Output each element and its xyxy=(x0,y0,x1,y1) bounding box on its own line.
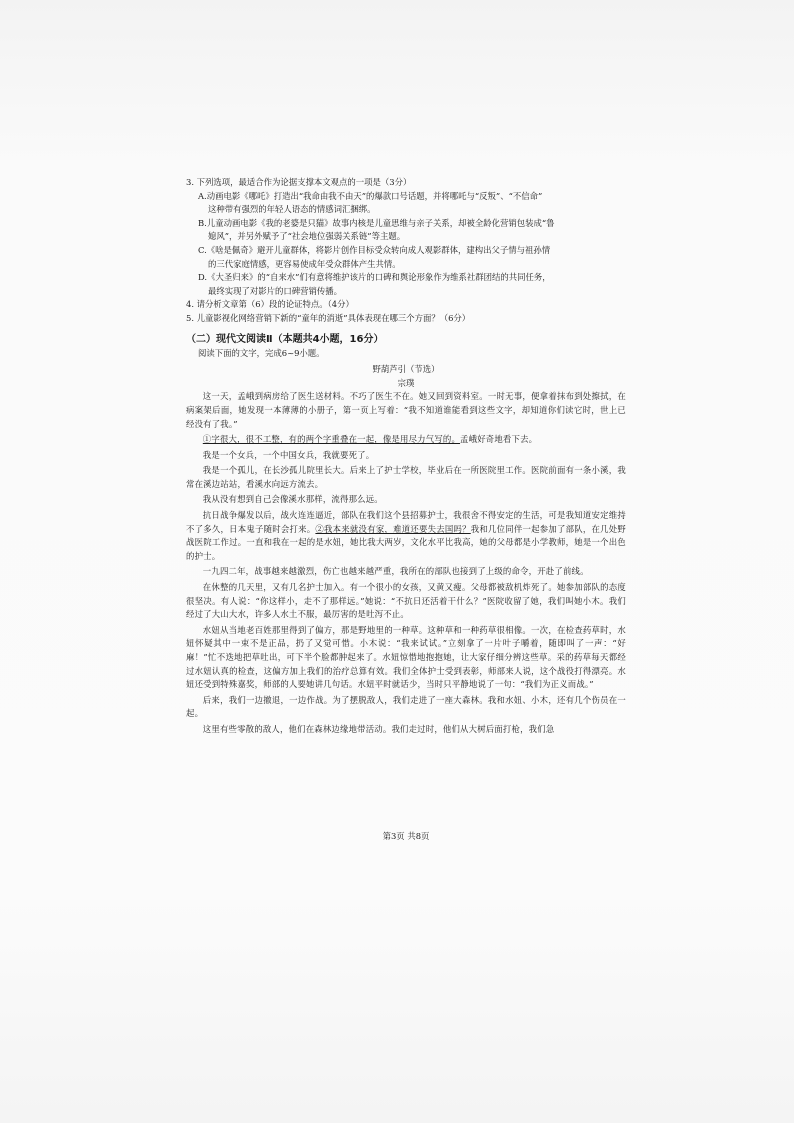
page-footer: 第3页 共8页 xyxy=(382,831,430,841)
passage-paragraph-2 xyxy=(186,433,626,447)
question-3-option-b xyxy=(198,217,626,244)
question-5: 5. 儿童影视化网络营销下新的“童年的消逝”具体表现在哪三个方面？（6分） xyxy=(186,312,471,323)
option-a-text: A.动画电影《哪吒》打造出“我命由我不由天”的爆款口号话题，并将哪吒与“反叛”、“不信命” xyxy=(198,190,543,201)
question-3-stem: 3. 下列选项，最适合作为论据支撑本文观点的一项是（3分） xyxy=(186,177,412,187)
passage-paragraph-11: 这里有些零散的敌人，他们在森林边缘地带活动。我们走过时，他们从大树后面打枪，我们急 xyxy=(202,723,555,734)
passage-paragraph-6 xyxy=(186,509,626,563)
underlined-sentence-2: ②我本来就没有家，难道还要失去国吗？ xyxy=(315,523,471,534)
page-content xyxy=(186,176,626,739)
option-b-text: B.儿童动画电影《我的老婆是只猫》故事内核是儿童思维与亲子关系，却被全龄化营销包装成“鲁 xyxy=(198,217,555,228)
question-4: 4. 请分析文章第（6）段的论证特点。（4分） xyxy=(186,299,354,310)
passage-paragraph-9: 水妞从当地老百姓那里得到了偏方，那是野地里的一种草。这种草和一种药草很相像。一次，在检查药草时，水妞怀疑其中一束不是正品，扔了又觉可惜。小木说：“我来试试。”立刻拿了一片叶子嚼着，随即叫了一声：“好麻！”忙不迭地把草吐出，可下半个脸都肿起来了。水妞惊惜地抱抱她，让大家仔细分辨这些草。采的药草每天都经过水妞认真的检查，这偏方加上我们的治疗总算有效。我们全体护士受到表彰，师部来人说，这个战役打得漂亮。水妞还受到特殊嘉奖，师部的人要她讲几句话。水妞平时就话少，当时只平静地说了一句：“我们为正义而战。” xyxy=(186,624,626,690)
option-a-continued: 这种带有强烈的年轻人语态的情感词汇捆绑。 xyxy=(208,204,376,215)
option-c-text: C.《啥是佩奇》避开儿童群体，将影片创作目标受众转向成人观影群体，建构出父子情与祖孙情 xyxy=(198,244,551,255)
section-heading: （二）现代文阅读Ⅱ（本题共4小题，16分） xyxy=(186,333,384,345)
passage-paragraph-7: 一九四二年，战事越来越激烈，伤亡也越来越严重，我所在的部队也接到了上级的命令，开赴了前线。 xyxy=(202,566,589,577)
paragraph-6-start: 抗日战争爆发以后，战火连连逼近，部队在我们这个县招募护士，我很舍不得安定的生活，可是我知道安定维持不了多久，日本鬼子随时会打来。 xyxy=(186,510,626,534)
option-d-text: D.《大圣归来》的“自来水”们有意将维护该片的口碑和舆论形象作为维系社群团结的共同任务， xyxy=(198,272,551,283)
option-d-continued: 最终实现了对影片的口碑营销传播。 xyxy=(208,285,342,296)
passage-author: 宗璞 xyxy=(397,377,415,388)
section-instruction: 阅读下面的文字，完成6~9小题。 xyxy=(198,347,325,358)
option-b-continued: 媳风”，并另外赋予了“社会地位强弱关系链”等主题。 xyxy=(208,231,406,242)
paragraph-2-rest: 孟峨好奇地看下去。 xyxy=(460,434,538,445)
passage-paragraph-10: 后来，我们一边撤退，一边作战。为了摆脱敌人，我们走进了一座大森林。我和水妞、小木，还有几个伤员在一起。 xyxy=(186,694,626,719)
question-3-option-a xyxy=(198,190,626,217)
option-c-continued: 的三代家庭情感，更容易使成年受众群体产生共情。 xyxy=(208,258,401,269)
question-3-option-d xyxy=(198,271,626,298)
passage-paragraph-3: 我是一个女兵，一个中国女兵，我就要死了。 xyxy=(202,449,375,460)
passage-paragraph-8: 在休整的几天里，又有几名护士加入。有一个很小的女孩，又黄又瘦。父母都被敌机炸死了。她参加部队的态度很坚决。有人说：“你这样小，走不了那样远。”她说：“不抗日还活着干什么？”医院收留了她，我们叫她小木。我们经过了大山大水，许多人水土不服，最厉害的是吐泻不止。 xyxy=(186,582,626,620)
underlined-sentence-1: ①字很大，很不工整，有的两个字重叠在一起，像是用尽力气写的。 xyxy=(202,434,461,445)
paragraph-6-end: 我和几位同伴一起参加了部队，在几处野战医院工作过。一直和我在一起的是水妞，她比我大两岁，文化水平比我高，她的父母都是小学教师，她是一个出色的护士。 xyxy=(186,523,626,561)
passage-paragraph-1: 这一天，孟峨到病房给了医生送材料。不巧了医生不在。她又回到资料室。一时无事，便拿着抹布到处擦拭，在病案架后面，她发现一本薄薄的小册子，第一页上写着：“我不知道谁能看到这些文字，却知道你们读它时，世上已经没有了我。” xyxy=(186,391,626,429)
passage-title: 野葫芦引（节选） xyxy=(372,364,440,375)
passage-paragraph-4: 我是一个孤儿，在长沙孤儿院里长大。后来上了护士学校，毕业后在一所医院里工作。医院前面有一条小溪，我常在溪边站站，看溪水向远方流去。 xyxy=(186,465,626,489)
passage-paragraph-5: 我从没有想到自己会像溪水那样，流得那么远。 xyxy=(202,494,383,505)
question-3-option-c xyxy=(198,244,626,271)
